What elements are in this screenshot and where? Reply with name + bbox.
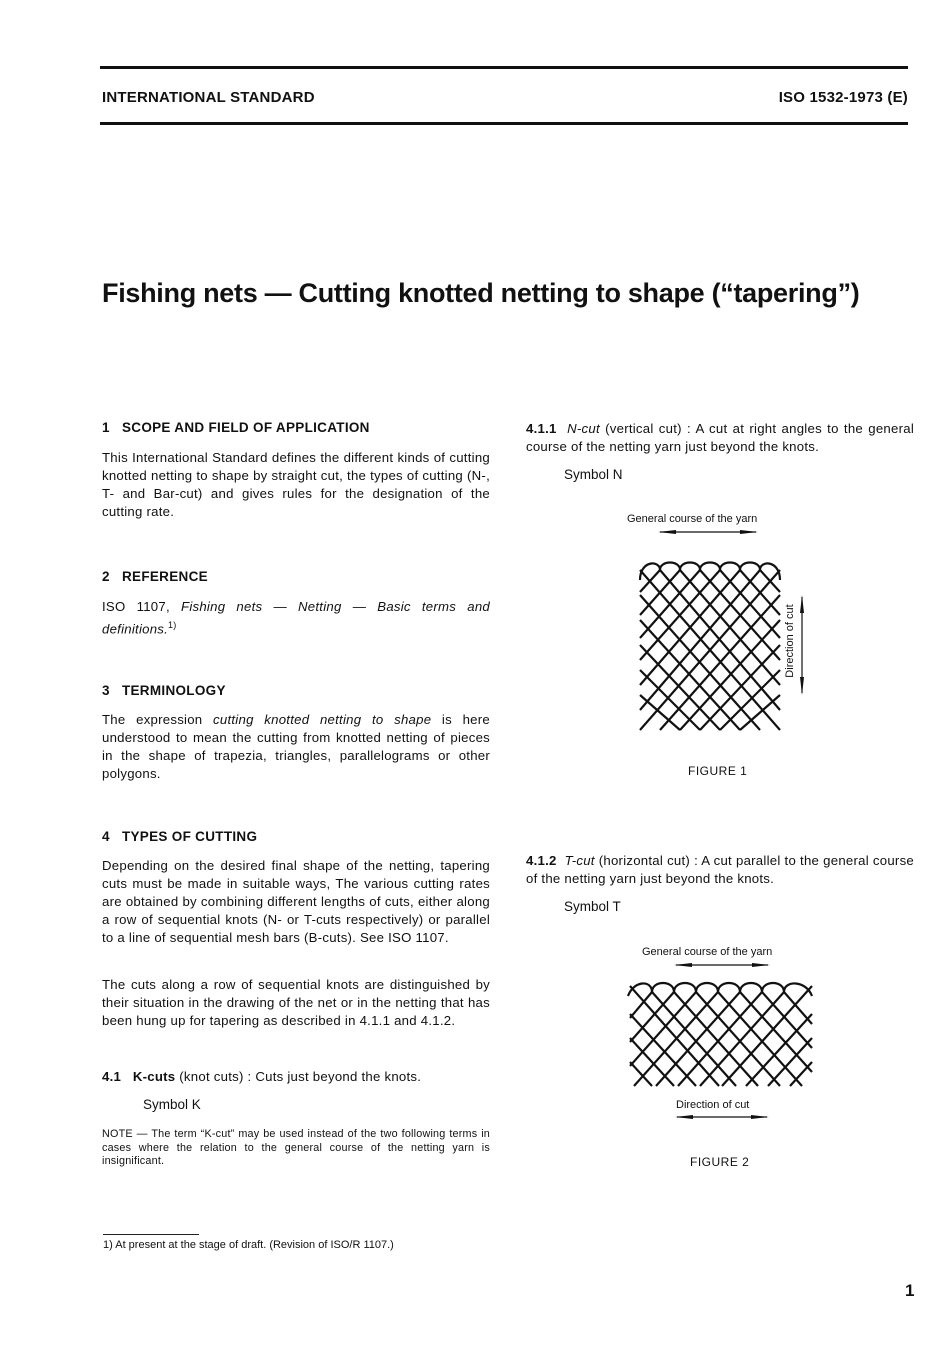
figure-1-cut-label: Direction of cut [784, 604, 796, 678]
section-4-1-1-number: 4.1.1 [526, 421, 557, 436]
section-4-para2: The cuts along a row of sequential knots are distinguished by their situation in the drawing of the net or in the netting that has been hung up for tapering as described in 4.1.1 and 4.1.2. [102, 977, 490, 1028]
document-title: Fishing nets — Cutting knotted netting to shape (“tapering”) [102, 278, 860, 308]
section-2-body [102, 598, 490, 638]
section-1-heading: 1 SCOPE AND FIELD OF APPLICATION [102, 420, 370, 435]
header-left: INTERNATIONAL STANDARD [102, 89, 315, 106]
figure-1-caption: FIGURE 1 [688, 764, 748, 778]
figure-2-cut-label: Direction of cut [676, 1099, 750, 1111]
section-1-body: This International Standard defines the different kinds of cutting knotted netting to shape by straight cut, the types of cutting (N-, T- and Bar-cut) and gives rules for the designation of the cutting rate. [102, 450, 490, 519]
section-2-heading: 2 REFERENCE [102, 569, 208, 584]
reference-prefix: ISO 1107, [102, 599, 182, 614]
figure-1-cut-arrow-icon [798, 595, 806, 695]
footnote: 1) At present at the stage of draft. (Revision of ISO/R 1107.) [103, 1239, 394, 1251]
section-4-1-2-term: T-cut [564, 853, 595, 868]
section-4-1-rest: (knot cuts) : Cuts just beyond the knots. [175, 1069, 422, 1084]
header-right: ISO 1532-1973 (E) [778, 89, 908, 106]
section-4-1-1-rest: (vertical cut) : A cut at right angles to the general course of the netting yarn just beyond the knots. [526, 421, 914, 454]
note-k-cut: NOTE — The term “K-cut” may be used instead of the two following terms in cases where the relation to the general course of the netting yarn is insignificant. [102, 1128, 490, 1167]
section-4-1-number: 4.1 [102, 1069, 122, 1084]
section-4-1-2 [526, 852, 914, 888]
section-4-1-1 [526, 420, 914, 456]
figure-2-cut-arrow-icon [675, 1113, 769, 1121]
section-4-1-term: K-cuts [132, 1069, 176, 1084]
top-rule [100, 66, 908, 69]
terminology-term: cutting knotted netting to shape [213, 712, 432, 727]
figure-2-netting-diagram [624, 980, 824, 1090]
section-4-1-2-rest: (horizontal cut) : A cut parallel to the general course of the netting yarn just beyond the knots. [526, 853, 914, 886]
figure-1-yarn-label: General course of the yarn [627, 513, 758, 525]
section-4-heading: 4 TYPES OF CUTTING [102, 829, 258, 844]
section-3-body [102, 711, 490, 783]
footnote-ref: 1) [168, 620, 177, 630]
figure-1-yarn-arrow-icon [658, 528, 758, 536]
figure-2-yarn-label: General course of the yarn [642, 946, 773, 958]
section-4-para1: Depending on the desired final shape of the netting, tapering cuts must be made in suitable ways, The various cutting rates are obtained by combining different lengths of cuts, either along a row of sequential knots (N- or T-cuts respectively) or parallel to a line of sequential mesh bars (B-cuts). See ISO 1107. [102, 858, 490, 945]
section-4-1-2-number: 4.1.2 [526, 853, 557, 868]
terminology-prefix: The expression [102, 712, 214, 727]
section-4-1-1-term: N-cut [567, 421, 600, 436]
footnote-rule [103, 1234, 199, 1235]
page-number: 1 [905, 1281, 915, 1300]
reference-title: Fishing nets — Netting — Basic terms and definitions. [102, 599, 490, 637]
section-4-1 [102, 1068, 490, 1086]
terminology-suffix: is here understood to mean the cutting from knotted netting of pieces in the shape of trapezia, triangles, parallelograms or other polygons. [102, 712, 490, 781]
header-bottom-rule [100, 122, 908, 125]
symbol-t: Symbol T [564, 899, 621, 914]
figure-1-netting-diagram [632, 550, 792, 740]
section-3-heading: 3 TERMINOLOGY [102, 683, 226, 698]
figure-2-yarn-arrow-icon [674, 961, 770, 969]
symbol-n: Symbol N [564, 467, 623, 482]
figure-2-caption: FIGURE 2 [690, 1155, 750, 1169]
symbol-k: Symbol K [143, 1097, 201, 1112]
